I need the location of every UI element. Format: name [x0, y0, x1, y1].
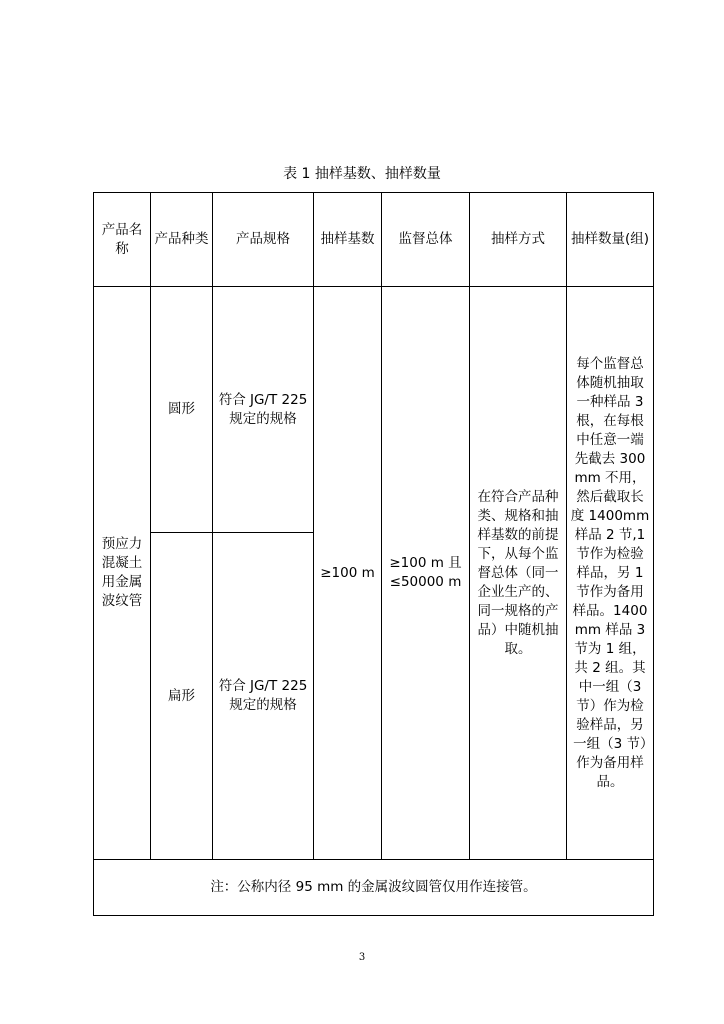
table-note: 注：公称内径 95 mm 的金属波纹圆管仅用作连接管。 — [94, 860, 654, 916]
header-product-type: 产品种类 — [151, 193, 213, 287]
cell-spec-round: 符合 JG/T 225 规定的规格 — [213, 287, 314, 533]
table-row — [94, 287, 654, 533]
page-number: 3 — [358, 952, 366, 963]
cell-population: ≥100 m 且 ≤50000 m — [382, 287, 470, 860]
header-sampling-method: 抽样方式 — [470, 193, 567, 287]
header-sampling-quantity: 抽样数量(组) — [567, 193, 654, 287]
header-population: 监督总体 — [382, 193, 470, 287]
header-product-spec: 产品规格 — [213, 193, 314, 287]
header-row — [94, 193, 654, 287]
cell-sampling-base: ≥100 m — [314, 287, 382, 860]
cell-type-round: 圆形 — [151, 287, 213, 533]
cell-sampling-method: 在符合产品种类、规格和抽样基数的前提下，从每个监督总体（同一企业生产的、同一规格的产品）中随机抽取。 — [470, 287, 567, 860]
cell-type-flat: 扁形 — [151, 533, 213, 860]
sampling-table — [93, 192, 654, 916]
table-caption: 表 1 抽样基数、抽样数量 — [283, 166, 441, 182]
header-product-name: 产品名称 — [94, 193, 151, 287]
cell-spec-flat: 符合 JG/T 225 规定的规格 — [213, 533, 314, 860]
cell-product-name: 预应力混凝土用金属波纹管 — [94, 287, 151, 860]
cell-sampling-quantity: 每个监督总体随机抽取一种样品 3 根，在每根中任意一端先截去 300mm 不用，然后截取长度 1400mm 样品 2 节,1 节作为检验样品，另 1 节作为备用样品。1400 mm 样品 3 节为 1 组，共 2 组。其中一组（3节）作为检验样品，另一组（3 节）作为备用样品。 — [567, 287, 654, 860]
header-sampling-base: 抽样基数 — [314, 193, 382, 287]
note-row — [94, 860, 654, 916]
